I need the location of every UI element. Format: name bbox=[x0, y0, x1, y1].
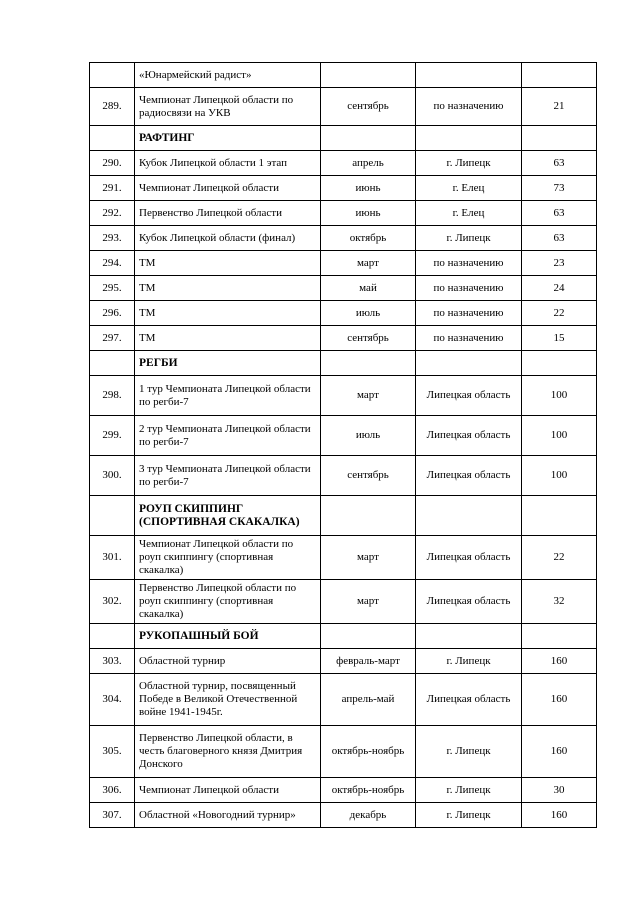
event-name-cell: Чемпионат Липецкой области bbox=[135, 778, 321, 803]
participant-count-cell bbox=[522, 624, 597, 649]
event-place-cell: Липецкая область bbox=[416, 580, 522, 624]
event-name-cell: Чемпионат Липецкой области по роуп скиппингу (спортивная скакалка) bbox=[135, 536, 321, 580]
event-place-cell bbox=[416, 63, 522, 88]
table-row bbox=[90, 176, 597, 201]
event-place-cell: по назначению bbox=[416, 326, 522, 351]
row-number-cell bbox=[90, 496, 135, 536]
event-place-cell: Липецкая область bbox=[416, 416, 522, 456]
event-month-cell bbox=[321, 63, 416, 88]
row-number-cell: 305. bbox=[90, 726, 135, 778]
participant-count-cell: 160 bbox=[522, 674, 597, 726]
participant-count-cell bbox=[522, 351, 597, 376]
table-row bbox=[90, 803, 597, 828]
row-number-cell: 297. bbox=[90, 326, 135, 351]
table-row bbox=[90, 416, 597, 456]
row-number-cell: 306. bbox=[90, 778, 135, 803]
event-name-cell: Первенство Липецкой области bbox=[135, 201, 321, 226]
section-title-cell: РУКОПАШНЫЙ БОЙ bbox=[135, 624, 321, 649]
section-title-cell: РОУП СКИППИНГ (СПОРТИВНАЯ СКАКАЛКА) bbox=[135, 496, 321, 536]
event-month-cell: март bbox=[321, 376, 416, 416]
table-row bbox=[90, 301, 597, 326]
row-number-cell bbox=[90, 63, 135, 88]
table-row bbox=[90, 674, 597, 726]
event-month-cell: апрель bbox=[321, 151, 416, 176]
event-place-cell: Липецкая область bbox=[416, 376, 522, 416]
section-title-cell: РЕГБИ bbox=[135, 351, 321, 376]
section-header-row bbox=[90, 351, 597, 376]
row-number-cell: 300. bbox=[90, 456, 135, 496]
event-name-cell: Областной турнир, посвященный Победе в Великой Отечественной войне 1941-1945г. bbox=[135, 674, 321, 726]
event-name-cell: ТМ bbox=[135, 276, 321, 301]
event-name-cell: ТМ bbox=[135, 326, 321, 351]
event-place-cell: по назначению bbox=[416, 276, 522, 301]
event-name-cell: «Юнармейский радист» bbox=[135, 63, 321, 88]
participant-count-cell: 160 bbox=[522, 726, 597, 778]
event-month-cell bbox=[321, 351, 416, 376]
row-number-cell: 289. bbox=[90, 88, 135, 126]
section-title-cell: РАФТИНГ bbox=[135, 126, 321, 151]
event-place-cell: г. Липецк bbox=[416, 649, 522, 674]
table-row bbox=[90, 201, 597, 226]
event-name-cell: Чемпионат Липецкой области по радиосвязи на УКВ bbox=[135, 88, 321, 126]
event-place-cell: г. Елец bbox=[416, 176, 522, 201]
event-name-cell: 2 тур Чемпионата Липецкой области по регби-7 bbox=[135, 416, 321, 456]
event-place-cell: г. Липецк bbox=[416, 226, 522, 251]
event-month-cell: сентябрь bbox=[321, 456, 416, 496]
row-number-cell: 301. bbox=[90, 536, 135, 580]
table-row bbox=[90, 276, 597, 301]
event-place-cell: г. Липецк bbox=[416, 151, 522, 176]
event-place-cell bbox=[416, 126, 522, 151]
event-month-cell bbox=[321, 624, 416, 649]
row-number-cell bbox=[90, 624, 135, 649]
row-number-cell bbox=[90, 351, 135, 376]
row-number-cell: 298. bbox=[90, 376, 135, 416]
table-row bbox=[90, 251, 597, 276]
participant-count-cell bbox=[522, 126, 597, 151]
event-name-cell: Чемпионат Липецкой области bbox=[135, 176, 321, 201]
participant-count-cell: 23 bbox=[522, 251, 597, 276]
event-name-cell: Кубок Липецкой области (финал) bbox=[135, 226, 321, 251]
row-number-cell: 303. bbox=[90, 649, 135, 674]
event-month-cell: октябрь-ноябрь bbox=[321, 778, 416, 803]
table-row bbox=[90, 226, 597, 251]
event-place-cell: г. Липецк bbox=[416, 726, 522, 778]
participant-count-cell: 63 bbox=[522, 151, 597, 176]
event-month-cell: февраль-март bbox=[321, 649, 416, 674]
event-month-cell: март bbox=[321, 580, 416, 624]
event-place-cell bbox=[416, 496, 522, 536]
participant-count-cell: 24 bbox=[522, 276, 597, 301]
event-place-cell: Липецкая область bbox=[416, 674, 522, 726]
event-month-cell: июнь bbox=[321, 176, 416, 201]
event-month-cell: октябрь bbox=[321, 226, 416, 251]
event-place-cell: г. Липецк bbox=[416, 778, 522, 803]
section-header-row bbox=[90, 624, 597, 649]
row-number-cell: 299. bbox=[90, 416, 135, 456]
participant-count-cell: 63 bbox=[522, 201, 597, 226]
row-number-cell: 290. bbox=[90, 151, 135, 176]
event-month-cell bbox=[321, 126, 416, 151]
participant-count-cell: 100 bbox=[522, 456, 597, 496]
table-row bbox=[90, 726, 597, 778]
row-number-cell: 304. bbox=[90, 674, 135, 726]
event-month-cell: июль bbox=[321, 301, 416, 326]
table-row bbox=[90, 536, 597, 580]
table-row bbox=[90, 580, 597, 624]
participant-count-cell: 30 bbox=[522, 778, 597, 803]
participant-count-cell: 63 bbox=[522, 226, 597, 251]
row-number-cell: 291. bbox=[90, 176, 135, 201]
table-row bbox=[90, 376, 597, 416]
participant-count-cell: 22 bbox=[522, 536, 597, 580]
event-place-cell: по назначению bbox=[416, 251, 522, 276]
event-name-cell: ТМ bbox=[135, 251, 321, 276]
row-number-cell: 307. bbox=[90, 803, 135, 828]
event-month-cell: май bbox=[321, 276, 416, 301]
participant-count-cell: 73 bbox=[522, 176, 597, 201]
participant-count-cell: 32 bbox=[522, 580, 597, 624]
event-month-cell: июнь bbox=[321, 201, 416, 226]
row-number-cell bbox=[90, 126, 135, 151]
event-month-cell: сентябрь bbox=[321, 88, 416, 126]
event-month-cell: октябрь-ноябрь bbox=[321, 726, 416, 778]
event-month-cell: март bbox=[321, 251, 416, 276]
participant-count-cell: 21 bbox=[522, 88, 597, 126]
event-name-cell: Областной турнир bbox=[135, 649, 321, 674]
participant-count-cell: 100 bbox=[522, 416, 597, 456]
row-number-cell: 293. bbox=[90, 226, 135, 251]
table-row bbox=[90, 649, 597, 674]
event-name-cell: Областной «Новогодний турнир» bbox=[135, 803, 321, 828]
event-place-cell: г. Елец bbox=[416, 201, 522, 226]
participant-count-cell: 15 bbox=[522, 326, 597, 351]
table-row bbox=[90, 778, 597, 803]
event-place-cell bbox=[416, 351, 522, 376]
participant-count-cell: 100 bbox=[522, 376, 597, 416]
event-month-cell: декабрь bbox=[321, 803, 416, 828]
event-place-cell: г. Липецк bbox=[416, 803, 522, 828]
section-header-row bbox=[90, 496, 597, 536]
participant-count-cell bbox=[522, 63, 597, 88]
row-number-cell: 296. bbox=[90, 301, 135, 326]
events-table-body bbox=[90, 63, 597, 828]
participant-count-cell bbox=[522, 496, 597, 536]
event-name-cell: 3 тур Чемпионата Липецкой области по регби-7 bbox=[135, 456, 321, 496]
event-name-cell: Кубок Липецкой области 1 этап bbox=[135, 151, 321, 176]
table-row bbox=[90, 456, 597, 496]
event-name-cell: ТМ bbox=[135, 301, 321, 326]
event-place-cell: Липецкая область bbox=[416, 536, 522, 580]
event-month-cell: апрель-май bbox=[321, 674, 416, 726]
event-month-cell: март bbox=[321, 536, 416, 580]
participant-count-cell: 160 bbox=[522, 649, 597, 674]
event-place-cell bbox=[416, 624, 522, 649]
row-number-cell: 295. bbox=[90, 276, 135, 301]
table-row bbox=[90, 326, 597, 351]
events-table bbox=[89, 62, 597, 828]
table-row bbox=[90, 88, 597, 126]
event-month-cell bbox=[321, 496, 416, 536]
event-name-cell: Первенство Липецкой области по роуп скиппингу (спортивная скакалка) bbox=[135, 580, 321, 624]
event-place-cell: по назначению bbox=[416, 301, 522, 326]
event-name-cell: 1 тур Чемпионата Липецкой области по регби-7 bbox=[135, 376, 321, 416]
event-month-cell: июль bbox=[321, 416, 416, 456]
event-month-cell: сентябрь bbox=[321, 326, 416, 351]
event-place-cell: Липецкая область bbox=[416, 456, 522, 496]
section-header-row bbox=[90, 126, 597, 151]
row-number-cell: 302. bbox=[90, 580, 135, 624]
participant-count-cell: 22 bbox=[522, 301, 597, 326]
row-number-cell: 294. bbox=[90, 251, 135, 276]
table-row bbox=[90, 151, 597, 176]
participant-count-cell: 160 bbox=[522, 803, 597, 828]
table-row bbox=[90, 63, 597, 88]
row-number-cell: 292. bbox=[90, 201, 135, 226]
event-place-cell: по назначению bbox=[416, 88, 522, 126]
event-name-cell: Первенство Липецкой области, в честь благоверного князя Дмитрия Донского bbox=[135, 726, 321, 778]
